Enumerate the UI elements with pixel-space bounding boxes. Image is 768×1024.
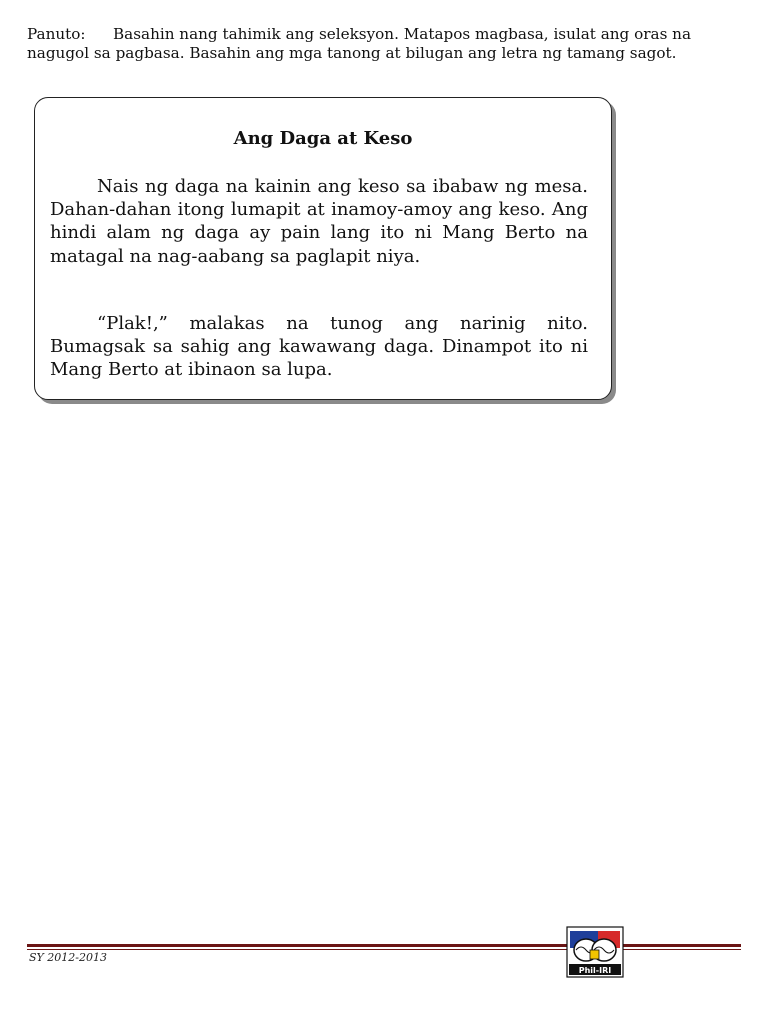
footer-school-year: SY 2012-2013: [29, 951, 107, 964]
story-title: Ang Daga at Keso: [233, 128, 413, 149]
instructions: [27, 25, 727, 63]
story-paragraph-1: Nais ng daga na kainin ang keso sa ibabaw ng mesa. Dahan-dahan itong lumapit at inamoy-amoy ang keso. Ang hindi alam ng daga ay pain lang ito ni Mang Berto na matagal na nag-aabang sa paglapit niya.: [50, 176, 588, 267]
footer-rule-thin: [27, 949, 741, 950]
footer-rule-thick: [27, 944, 741, 947]
story-paragraph-2: “Plak!,” malakas na tunog ang narinig nito. Bumagsak sa sahig ang kawawang daga. Dinampot ito ni Mang Berto at ibinaon sa lupa.: [50, 313, 588, 381]
instructions-label: Panuto:: [27, 25, 86, 43]
phil-iri-logo-icon: [566, 926, 624, 978]
instructions-text: Basahin nang tahimik ang seleksyon. Matapos magbasa, isulat ang oras na nagugol sa pagbasa. Basahin ang mga tanong at bilugan ang letra ng tamang sagot.: [27, 25, 692, 62]
story-box: [34, 97, 612, 400]
logo-text: Phil-IRI: [578, 966, 612, 975]
